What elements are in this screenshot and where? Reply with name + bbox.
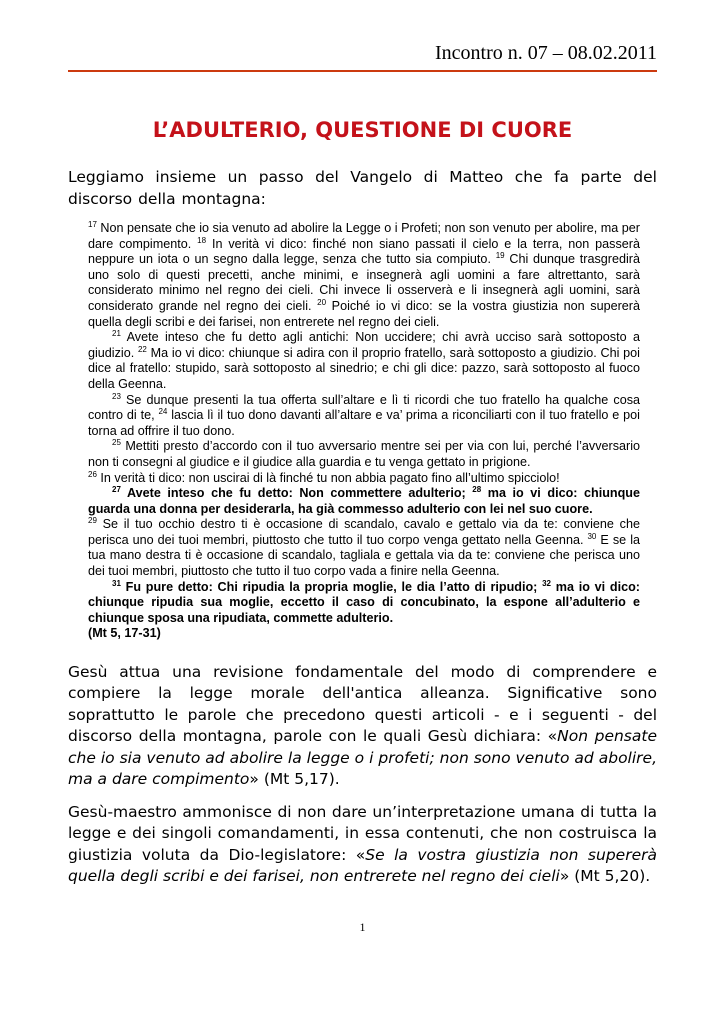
verse-text: Poiché io vi dico: se la vostra giustizia non supererà quella degli scribi e dei farisei, non entrerete nel regno dei cieli. <box>88 298 640 329</box>
verse-number: 26 <box>88 469 97 479</box>
scripture-citation: Non pensate che io sia venuto ad abolire la legge o i profeti; non sono venuto ad abolire, ma a dare compimento <box>68 727 657 789</box>
verse-text: Mettiti presto d’accordo con il tuo avversario mentre sei per via con lui, perché l’avversario non ti consegni al giudice e il giudice alla guardia e tu venga gettato in prigione. <box>88 439 640 469</box>
header-rule <box>68 70 657 72</box>
gospel-quote <box>88 221 640 642</box>
verse-text: Ma io vi dico: chiunque si adira con il proprio fratello, sarà sottoposto a giudizio. Chi poi dice al fratello: stupido, sarà sottoposto al sinedrio; e chi gli dice: pazzo, sarà sottoposto al fuoco della Geenna. <box>88 345 640 391</box>
verse-number: 25 <box>112 438 121 448</box>
quote-verses-29-30 <box>88 517 640 579</box>
verse-text: Avete inteso che fu detto: Non commettere adulterio; <box>120 486 473 501</box>
citation-reference: » (Mt 5,17). <box>249 770 340 789</box>
verse-text: E se la tua mano destra ti è occasione di scandalo, tagliala e gettala via da te: conviene che perisca uno dei tuoi membri, piuttosto che tutto il tuo corpo vada a finire nella Geenna. <box>88 532 640 579</box>
verse-number: 20 <box>317 297 327 307</box>
paragraph-text: Gesù attua una revisione fondamentale del modo di comprendere e compiere la legge morale dell'antica alleanza. Significative sono soprattutto le parole che precedono questi articoli - e i seguenti - del discorso della montagna, parole con le quali Gesù dichiara: « <box>68 663 657 746</box>
verse-text: Avete inteso che fu detto agli antichi: Non uccidere; chi avrà ucciso sarà sottoposto a giudizio. <box>88 330 640 360</box>
quote-verse-25 <box>88 439 640 470</box>
verse-number: 28 <box>472 484 482 494</box>
verse-text: Fu pure detto: Chi ripudia la propria moglie, le dia l’atto di ripudio; <box>120 579 543 594</box>
verse-number: 31 <box>112 578 121 588</box>
verse-text: Non pensate che io sia venuto ad abolire la Legge o i Profeti; non son venuto per abolire, ma per dare compimento. <box>88 221 640 251</box>
verse-number: 19 <box>495 251 505 260</box>
page-title: L’ADULTERIO, QUESTIONE DI CUORE <box>152 118 573 142</box>
verse-text: In verità ti dico: non uscirai di là finché tu non abbia pagato fino all’ultimo spicciolo! <box>96 470 560 485</box>
verse-text: ma io vi dico: chiunque ripudia sua moglie, eccetto il caso di concubinato, la espone all’adulterio e chiunque sposa una ripudiata, commette adulterio. <box>88 579 640 625</box>
verse-number: 32 <box>542 578 552 588</box>
verse-number: 29 <box>88 516 97 526</box>
page-number: 1 <box>359 920 366 934</box>
verse-text: In verità vi dico: finché non siano passati il cielo e la terra, non passerà neppure un iota o un segno dalla legge, senza che tutto sia compiuto. <box>88 236 640 267</box>
quote-verses-21-22 <box>88 330 640 392</box>
verse-text: Se il tuo occhio destro ti è occasione di scandalo, cavalo e gettalo via da te: conviene che perisca uno dei tuoi membri, piuttosto che tutto il tuo corpo venga gettato nella Geenna. <box>88 517 640 547</box>
verse-number: 17 <box>88 219 97 229</box>
commentary-paragraph-2 <box>68 802 657 888</box>
quote-verses-27-28 <box>88 486 640 517</box>
verse-number: 23 <box>112 391 121 401</box>
verse-text: lascia lì il tuo dono davanti all’altare e va’ prima a riconciliarti con il tuo fratello e poi torna ad offrire il tuo dono. <box>88 408 640 438</box>
quote-verses-23-24 <box>88 393 640 440</box>
verse-text: Chi dunque trasgredirà uno solo di questi precetti, anche minimi, e insegnerà agli uomini a fare altrettanto, sarà considerato minimo nel regno dei cieli. Chi invece li osserverà e li insegnerà agli uomini, sarà considerato grande nel regno dei cieli. <box>88 252 640 313</box>
verse-number: 21 <box>112 328 121 338</box>
quote-reference: (Mt 5, 17-31) <box>88 626 161 641</box>
scripture-citation: Se la vostra giustizia non supererà quella degli scribi e dei farisei, non entrerete nel regno dei cieli <box>68 845 657 886</box>
page-header <box>68 40 657 76</box>
intro-paragraph: Leggiamo insieme un passo del Vangelo di Matteo che fa parte del discorso della montagna: <box>68 168 657 208</box>
header-text: Incontro n. 07 – 08.02.2011 <box>434 42 657 64</box>
paragraph-text: Gesù-maestro ammonisce di non dare un’interpretazione umana di tutta la legge e dei singoli comandamenti, in essa contenuti, che non costruisca la giustizia voluta da Dio-legislatore: « <box>68 803 657 864</box>
quote-verses-17-20 <box>88 221 640 330</box>
verse-number: 22 <box>137 344 147 354</box>
verse-number: 30 <box>587 531 597 541</box>
verse-number: 24 <box>158 406 168 416</box>
quote-verse-26 <box>88 471 640 487</box>
verse-number: 27 <box>112 484 121 494</box>
verse-number: 18 <box>197 235 207 245</box>
commentary-paragraph-1 <box>68 662 657 790</box>
verse-text: ma io vi dico: chiunque guarda una donna per desiderarla, ha già commesso adulterio con lei nel suo cuore. <box>88 486 640 516</box>
citation-reference: » (Mt 5,20). <box>559 867 651 886</box>
verse-text: Se dunque presenti la tua offerta sull’altare e lì ti ricordi che tuo fratello ha qualche cosa contro di te, <box>88 392 640 423</box>
quote-verses-31-32 <box>88 580 640 627</box>
